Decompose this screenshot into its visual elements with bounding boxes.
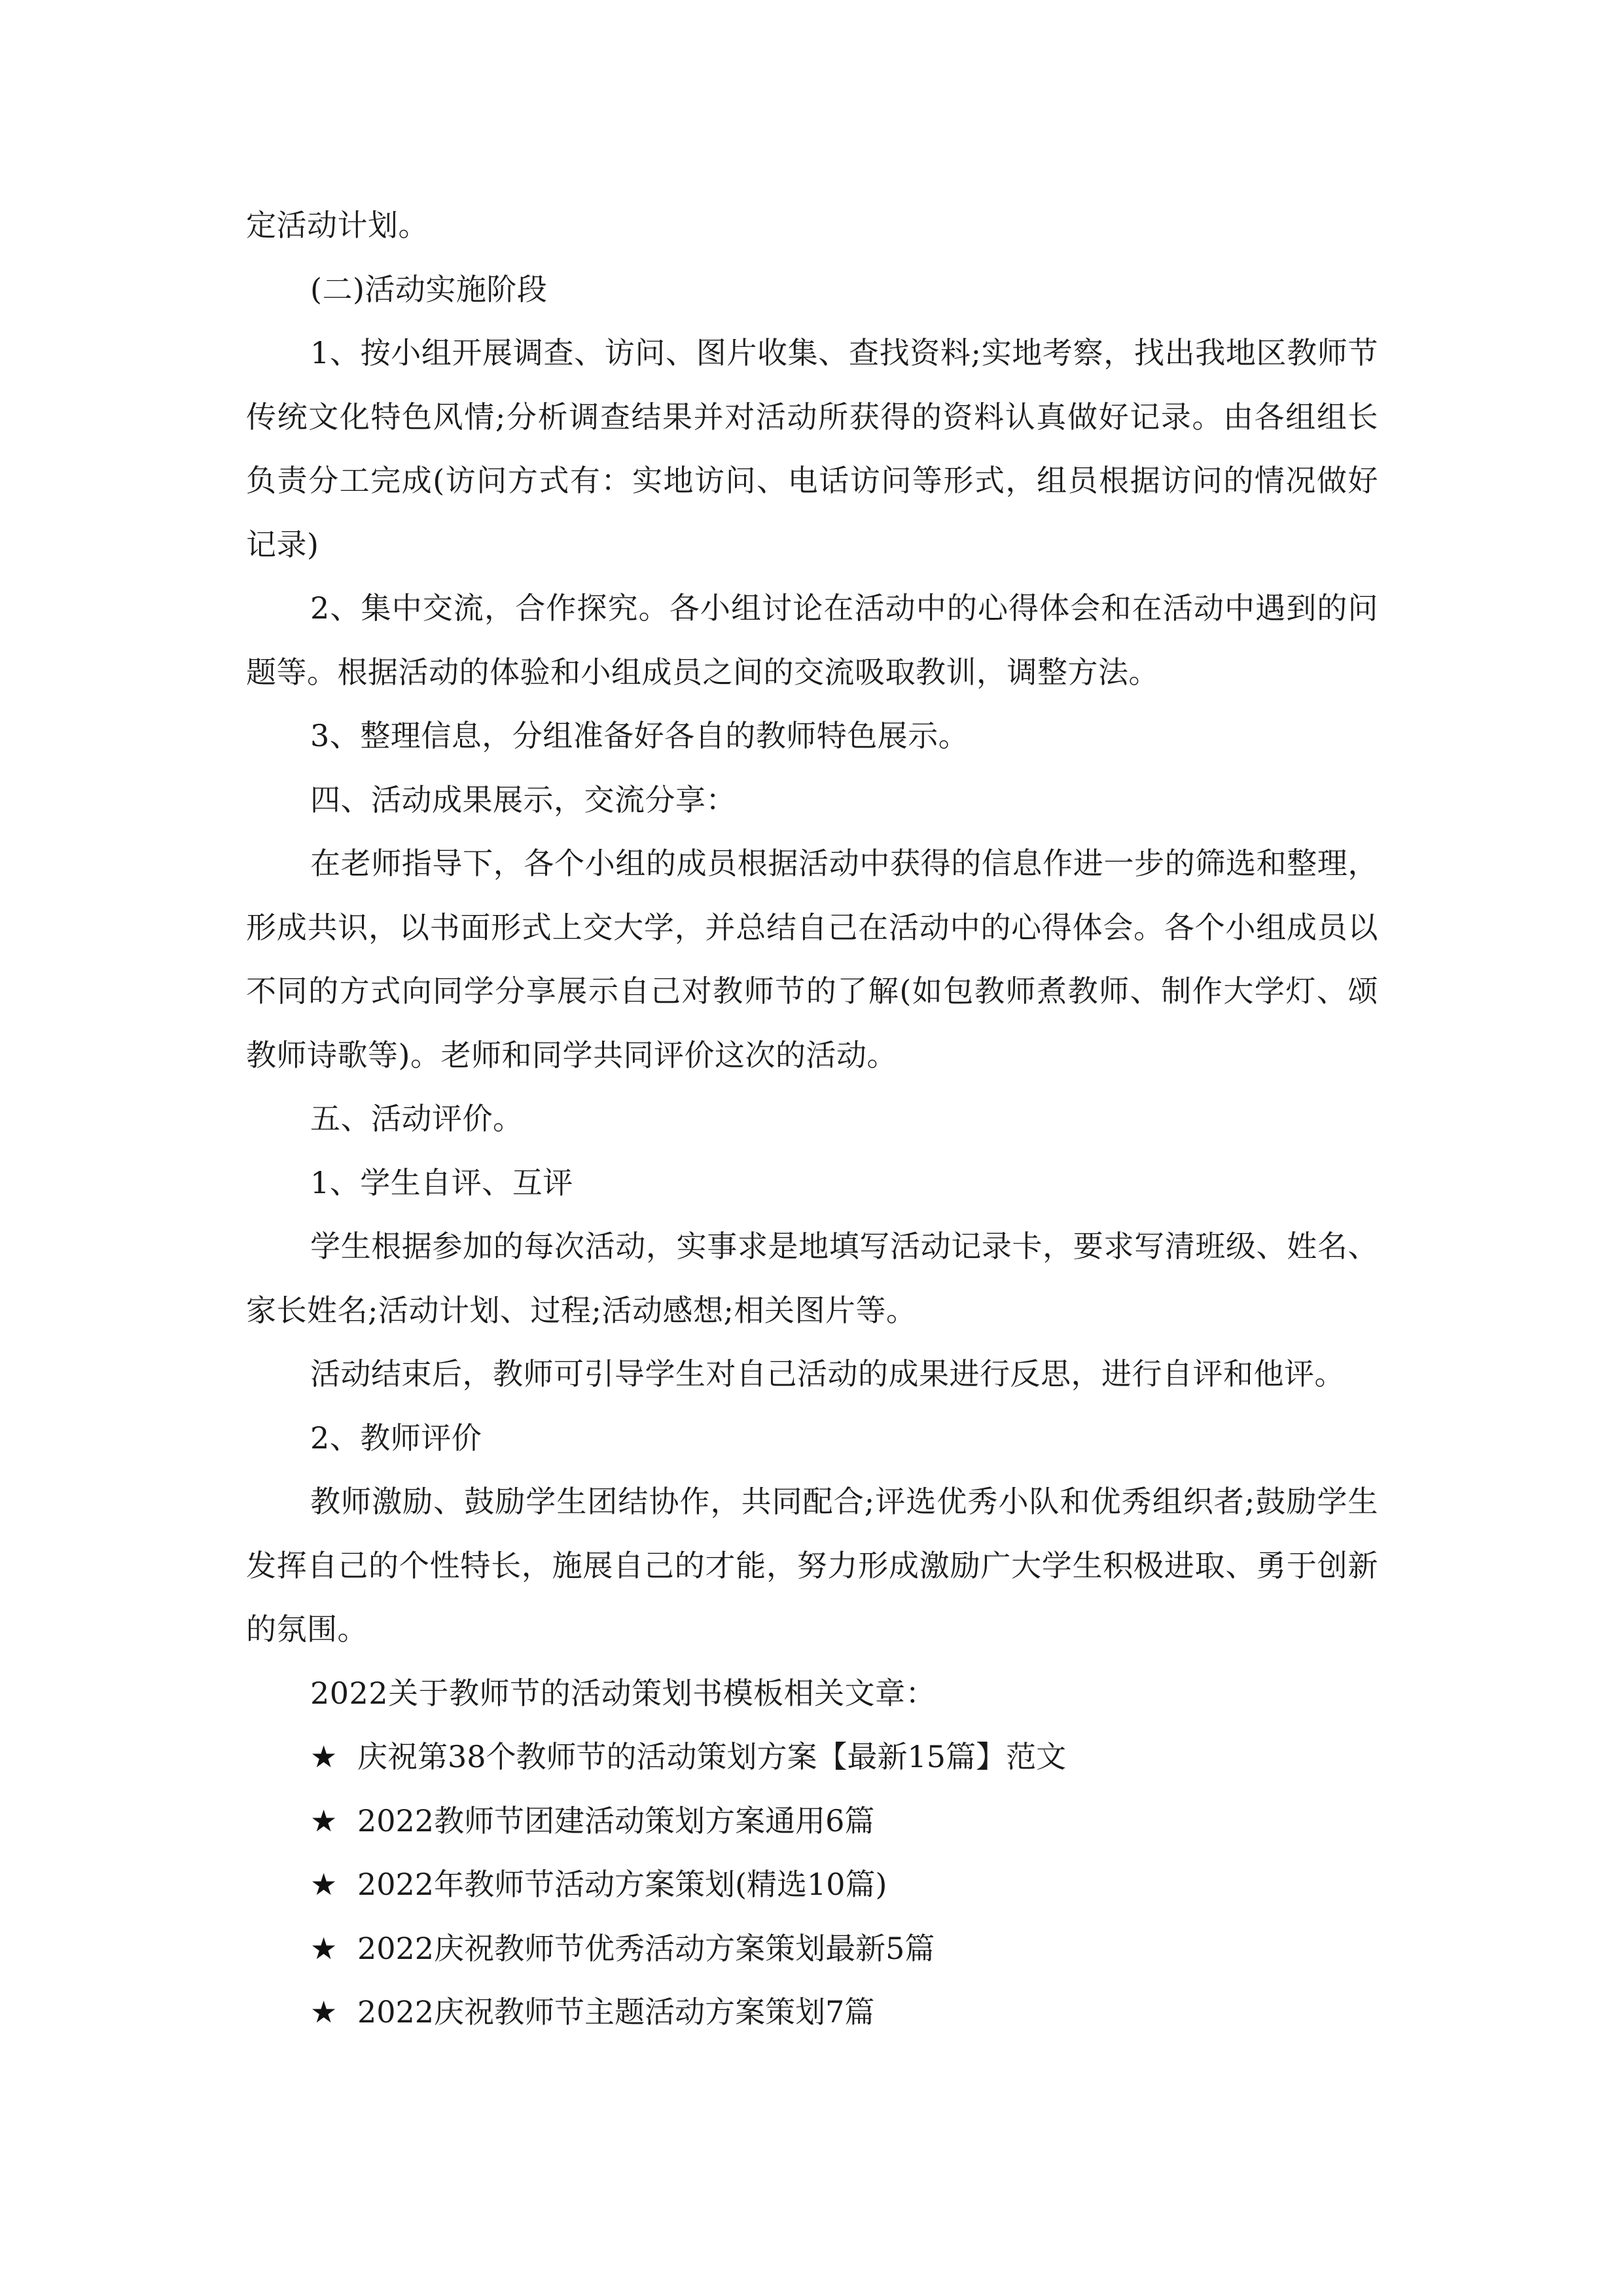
paragraph-step-1: 1、按小组开展调查、访问、图片收集、查找资料;实地考察，找出我地区教师节传统文化特色风情;分析调查结果并对活动所获得的资料认真做好记录。由各组组长负责分工完成(访问方式有：实地访问、电话访问等形式，组员根据访问的情况做好记录) <box>246 335 1378 562</box>
star-icon: ★ <box>310 1739 338 1774</box>
paragraph-reflection: 活动结束后，教师可引导学生对自己活动的成果进行反思，进行自评和他评。 <box>310 1356 1345 1391</box>
related-article-title: 2022教师节团建活动策划方案通用6篇 <box>357 1803 875 1839</box>
paragraph-teacher-evaluation: 教师激励、鼓励学生团结协作，共同配合;评选优秀小队和优秀组织者;鼓励学生发挥自己的个性特长，施展自己的才能，努力形成激励广大学生积极进取、勇于创新的氛围。 <box>246 1484 1378 1647</box>
subheading-self-evaluation: 1、学生自评、互评 <box>310 1164 573 1200</box>
related-article-link[interactable] <box>246 1853 1378 1917</box>
related-article-link[interactable] <box>246 1917 1378 1981</box>
star-icon: ★ <box>310 1994 338 2030</box>
related-article-link[interactable] <box>246 1725 1378 1789</box>
related-article-title: 2022庆祝教师节优秀活动方案策划最新5篇 <box>357 1930 935 1966</box>
section-heading-implementation: (二)活动实施阶段 <box>310 271 548 307</box>
paragraph-self-evaluation: 学生根据参加的每次活动，实事求是地填写活动记录卡，要求写清班级、姓名、家长姓名;活动计划、过程;活动感想;相关图片等。 <box>246 1229 1378 1328</box>
subheading-teacher-evaluation: 2、教师评价 <box>310 1420 482 1456</box>
star-icon: ★ <box>310 1803 338 1839</box>
section-heading-evaluation: 五、活动评价。 <box>310 1101 524 1136</box>
related-articles-heading: 2022关于教师节的活动策划书模板相关文章： <box>310 1675 936 1711</box>
star-icon: ★ <box>310 1867 338 1902</box>
related-article-link[interactable] <box>246 1981 1378 2045</box>
related-article-title: 2022年教师节活动方案策划(精选10篇) <box>357 1867 887 1902</box>
paragraph-step-3: 3、整理信息，分组准备好各自的教师特色展示。 <box>310 718 969 753</box>
paragraph-step-2: 2、集中交流，合作探究。各小组讨论在活动中的心得体会和在活动中遇到的问题等。根据活动的体验和小组成员之间的交流吸取教训，调整方法。 <box>246 590 1378 690</box>
paragraph-continuation: 定活动计划。 <box>246 207 429 243</box>
related-article-title: 庆祝第38个教师节的活动策划方案【最新15篇】范文 <box>357 1739 1067 1774</box>
related-article-title: 2022庆祝教师节主题活动方案策划7篇 <box>357 1994 875 2030</box>
document-body <box>246 194 1378 2045</box>
section-heading-results: 四、活动成果展示，交流分享： <box>310 781 736 817</box>
related-article-link[interactable] <box>246 1789 1378 1854</box>
paragraph-results: 在老师指导下，各个小组的成员根据活动中获得的信息作进一步的筛选和整理，形成共识，以书面形式上交大学，并总结自己在活动中的心得体会。各个小组成员以不同的方式向同学分享展示自己对教师节的了解(如包教师煮教师、制作大学灯、颂教师诗歌等)。老师和同学共同评价这次的活动。 <box>246 846 1378 1073</box>
star-icon: ★ <box>310 1930 338 1966</box>
